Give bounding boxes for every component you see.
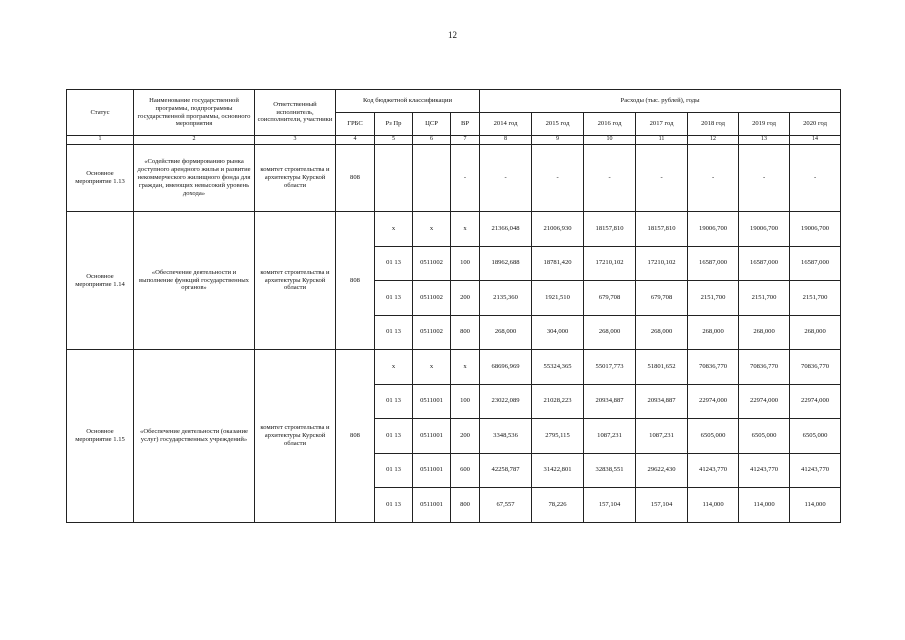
column-number: 7 — [451, 136, 480, 145]
column-number: 8 — [480, 136, 532, 145]
vr-cell: 100 — [451, 246, 480, 281]
column-number: 9 — [532, 136, 584, 145]
value-cell: 268,000 — [688, 315, 739, 350]
value-cell: 2795,115 — [532, 419, 584, 454]
rzpr-cell: 01 13 — [375, 419, 413, 454]
measure-responsible: комитет строительства и архитектуры Курской области — [255, 145, 336, 212]
csr-cell: 0511002 — [413, 246, 451, 281]
csr-cell: 0511001 — [413, 419, 451, 454]
column-number: 6 — [413, 136, 451, 145]
rzpr-cell: 01 13 — [375, 384, 413, 419]
header-csr: ЦСР — [413, 113, 451, 136]
rzpr-cell: х — [375, 212, 413, 247]
value-cell: 42258,787 — [480, 453, 532, 488]
value-cell: 114,000 — [790, 488, 841, 523]
csr-cell: 0511002 — [413, 315, 451, 350]
column-number: 12 — [688, 136, 739, 145]
value-cell: 55324,365 — [532, 350, 584, 385]
value-cell: 21006,930 — [532, 212, 584, 247]
value-cell: 679,708 — [636, 281, 688, 316]
rzpr-cell: 01 13 — [375, 488, 413, 523]
grbs-cell: 808 — [336, 145, 375, 212]
header-name: Наименование государственной программы, подпрограммы государственной программы, основного мероприятия — [134, 90, 255, 136]
value-cell: 18157,810 — [584, 212, 636, 247]
table-row — [67, 212, 841, 247]
vr-cell: 200 — [451, 419, 480, 454]
value-cell: 18157,810 — [636, 212, 688, 247]
value-cell: - — [688, 145, 739, 212]
page-number: 12 — [448, 30, 457, 40]
measure-responsible: комитет строительства и архитектуры Курской области — [255, 350, 336, 523]
value-cell: 18781,420 — [532, 246, 584, 281]
vr-cell: 600 — [451, 453, 480, 488]
measure-status: Основное мероприятие 1.14 — [67, 212, 134, 350]
csr-cell: 0511001 — [413, 453, 451, 488]
value-cell: 2151,700 — [688, 281, 739, 316]
measure-name: «Содействие формированию рынка доступного арендного жилья и развитие некоммерческого жилищного фонда для граждан, имеющих невысокий уровень дохода» — [134, 145, 255, 212]
value-cell: 16587,000 — [790, 246, 841, 281]
value-cell: 304,000 — [532, 315, 584, 350]
table-row — [67, 350, 841, 385]
value-cell: 78,226 — [532, 488, 584, 523]
budget-table — [66, 89, 841, 523]
column-number: 10 — [584, 136, 636, 145]
vr-cell: - — [451, 145, 480, 212]
value-cell: 67,557 — [480, 488, 532, 523]
csr-cell: 0511001 — [413, 384, 451, 419]
value-cell: 2135,360 — [480, 281, 532, 316]
value-cell: - — [532, 145, 584, 212]
value-cell: 16587,000 — [688, 246, 739, 281]
header-year: 2019 год — [739, 113, 790, 136]
value-cell: - — [584, 145, 636, 212]
value-cell: - — [480, 145, 532, 212]
measure-name: «Обеспечение деятельности (оказание услуг) государственных учреждений» — [134, 350, 255, 523]
header-budget-code-group: Код бюджетной классификации — [336, 90, 480, 113]
value-cell: 20934,887 — [636, 384, 688, 419]
header-status: Статус — [67, 90, 134, 136]
value-cell: 22974,000 — [739, 384, 790, 419]
vr-cell: 800 — [451, 488, 480, 523]
value-cell: 6505,000 — [739, 419, 790, 454]
column-number: 13 — [739, 136, 790, 145]
value-cell: 1087,231 — [636, 419, 688, 454]
rzpr-cell — [375, 145, 413, 212]
column-number: 3 — [255, 136, 336, 145]
header-expenses-group: Расходы (тыс. рублей), годы — [480, 90, 841, 113]
value-cell: 2151,700 — [790, 281, 841, 316]
value-cell: 55017,773 — [584, 350, 636, 385]
value-cell: 2151,700 — [739, 281, 790, 316]
column-number: 5 — [375, 136, 413, 145]
vr-cell: 800 — [451, 315, 480, 350]
value-cell: 114,000 — [739, 488, 790, 523]
header-grbs: ГРБС — [336, 113, 375, 136]
measure-responsible: комитет строительства и архитектуры Курской области — [255, 212, 336, 350]
value-cell: 16587,000 — [739, 246, 790, 281]
vr-cell: х — [451, 350, 480, 385]
value-cell: 22974,000 — [790, 384, 841, 419]
header-year: 2018 год — [688, 113, 739, 136]
value-cell: 23022,089 — [480, 384, 532, 419]
value-cell: 1087,231 — [584, 419, 636, 454]
header-year: 2017 год — [636, 113, 688, 136]
vr-cell: 100 — [451, 384, 480, 419]
value-cell: 20934,887 — [584, 384, 636, 419]
value-cell: 41243,770 — [790, 453, 841, 488]
value-cell: 114,000 — [688, 488, 739, 523]
value-cell: 6505,000 — [688, 419, 739, 454]
grbs-cell: 808 — [336, 212, 375, 350]
header-year: 2016 год — [584, 113, 636, 136]
value-cell: 32838,551 — [584, 453, 636, 488]
csr-cell: 0511001 — [413, 488, 451, 523]
value-cell: 268,000 — [480, 315, 532, 350]
column-number: 11 — [636, 136, 688, 145]
header-rzpr: Рз Пр — [375, 113, 413, 136]
csr-cell: х — [413, 350, 451, 385]
value-cell: 6505,000 — [790, 419, 841, 454]
vr-cell: х — [451, 212, 480, 247]
value-cell: 70836,770 — [790, 350, 841, 385]
measure-status: Основное мероприятие 1.13 — [67, 145, 134, 212]
csr-cell: х — [413, 212, 451, 247]
value-cell: 268,000 — [790, 315, 841, 350]
grbs-cell: 808 — [336, 350, 375, 523]
value-cell: 157,104 — [584, 488, 636, 523]
value-cell: 29622,430 — [636, 453, 688, 488]
vr-cell: 200 — [451, 281, 480, 316]
value-cell: 268,000 — [739, 315, 790, 350]
column-number: 2 — [134, 136, 255, 145]
rzpr-cell: 01 13 — [375, 281, 413, 316]
value-cell: 18962,688 — [480, 246, 532, 281]
value-cell: 70836,770 — [739, 350, 790, 385]
rzpr-cell: 01 13 — [375, 246, 413, 281]
value-cell: 19006,700 — [739, 212, 790, 247]
value-cell: 70836,770 — [688, 350, 739, 385]
header-year: 2015 год — [532, 113, 584, 136]
table-row — [67, 145, 841, 212]
header-year: 2014 год — [480, 113, 532, 136]
value-cell: 51801,652 — [636, 350, 688, 385]
value-cell: 17210,102 — [584, 246, 636, 281]
value-cell: 268,000 — [636, 315, 688, 350]
measure-name: «Обеспечение деятельности и выполнение функций государственных органов» — [134, 212, 255, 350]
value-cell: 31422,801 — [532, 453, 584, 488]
value-cell: 21366,048 — [480, 212, 532, 247]
value-cell: 41243,770 — [688, 453, 739, 488]
value-cell: 268,000 — [584, 315, 636, 350]
csr-cell — [413, 145, 451, 212]
value-cell: 19006,700 — [790, 212, 841, 247]
value-cell: 1921,510 — [532, 281, 584, 316]
header-vr: ВР — [451, 113, 480, 136]
value-cell: 157,104 — [636, 488, 688, 523]
value-cell: 17210,102 — [636, 246, 688, 281]
header-responsible: Ответственный исполнитель, соисполнители, участники — [255, 90, 336, 136]
measure-status: Основное мероприятие 1.15 — [67, 350, 134, 523]
header-year: 2020 год — [790, 113, 841, 136]
value-cell: - — [790, 145, 841, 212]
value-cell: 68696,969 — [480, 350, 532, 385]
column-number: 4 — [336, 136, 375, 145]
rzpr-cell: 01 13 — [375, 453, 413, 488]
value-cell: - — [636, 145, 688, 212]
rzpr-cell: х — [375, 350, 413, 385]
value-cell: 3348,536 — [480, 419, 532, 454]
value-cell: - — [739, 145, 790, 212]
column-number: 14 — [790, 136, 841, 145]
csr-cell: 0511002 — [413, 281, 451, 316]
value-cell: 41243,770 — [739, 453, 790, 488]
rzpr-cell: 01 13 — [375, 315, 413, 350]
value-cell: 19006,700 — [688, 212, 739, 247]
value-cell: 21028,223 — [532, 384, 584, 419]
column-number: 1 — [67, 136, 134, 145]
value-cell: 22974,000 — [688, 384, 739, 419]
value-cell: 679,708 — [584, 281, 636, 316]
